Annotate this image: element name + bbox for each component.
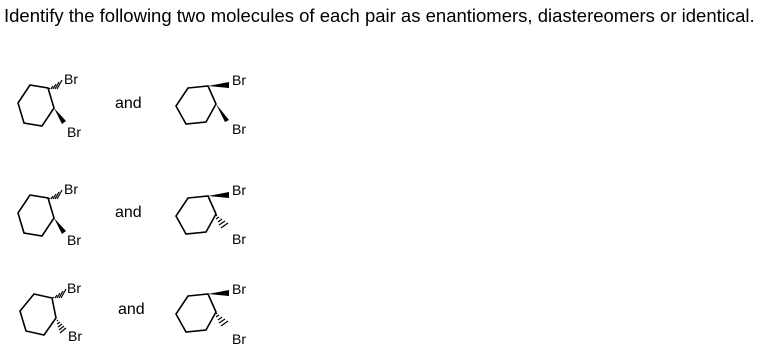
hashed-wedge-bond [216,215,228,228]
br-label-bottom: Br [232,231,246,247]
pair-3 [20,280,246,347]
br-label-top: Br [232,72,246,88]
br-label-bottom: Br [67,232,81,248]
conjunction-and: and [118,301,145,318]
hashed-wedge-bond [57,320,66,333]
solid-wedge-bond [54,218,66,234]
pair-1 [18,71,246,140]
solid-wedge-bond [208,290,229,296]
hashed-wedge-bond [49,80,62,89]
solid-wedge-bond [216,104,229,122]
br-label-bottom: Br [67,124,81,140]
br-label-top: Br [64,181,78,197]
pair-1-left-molecule [18,71,81,140]
hashed-wedge-bond [49,190,62,199]
br-label-top: Br [64,71,78,87]
hashed-wedge-bond [53,289,66,298]
br-label-top: Br [232,281,246,297]
question-text: Identify the following two molecules of each pair as enantiomers, diastereomers or identical. [4,5,755,26]
br-label-bottom: Br [232,121,246,137]
solid-wedge-bond [208,192,229,198]
solid-wedge-bond [54,108,66,124]
cyclohexane-ring [18,195,54,236]
pair-2-right-molecule [176,182,246,247]
cyclohexane-ring [176,196,216,234]
pair-3-right-molecule [176,281,246,347]
cyclohexane-ring [20,294,56,335]
pair-2 [18,181,246,248]
solid-wedge-bond [208,82,229,88]
cyclohexane-ring [176,294,216,332]
conjunction-and: and [115,204,142,221]
br-label-bottom: Br [232,331,246,347]
br-label-bottom: Br [68,328,82,344]
br-label-top: Br [232,182,246,198]
br-label-top: Br [67,280,81,296]
pair-2-left-molecule [18,181,81,248]
pair-3-left-molecule [20,280,82,344]
cyclohexane-ring [176,86,216,124]
pair-1-right-molecule [176,72,246,137]
conjunction-and: and [115,95,142,112]
hashed-wedge-bond [216,313,228,326]
cyclohexane-ring [18,85,54,126]
